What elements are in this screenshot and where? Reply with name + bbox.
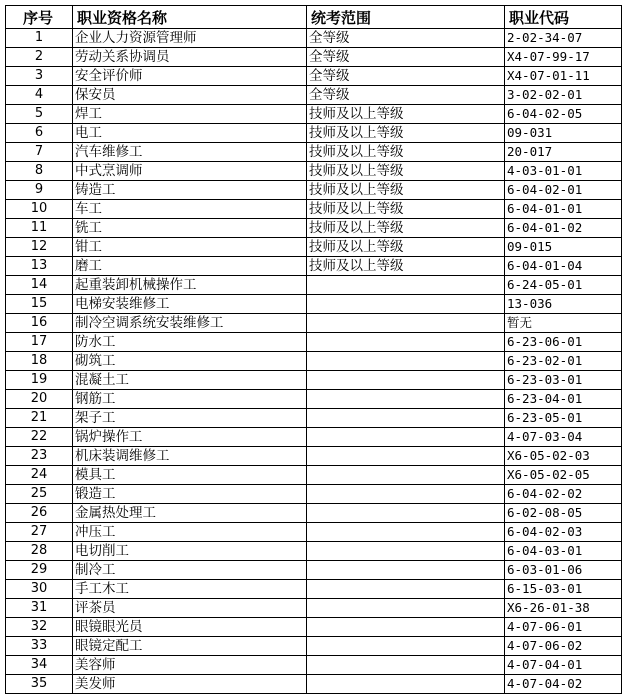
cell-no: 6 <box>6 124 73 143</box>
cell-scope: 技师及以上等级 <box>307 238 505 257</box>
cell-scope <box>307 295 505 314</box>
cell-no: 10 <box>6 200 73 219</box>
cell-code: 6-04-02-05 <box>505 105 622 124</box>
cell-scope: 全等级 <box>307 29 505 48</box>
cell-scope <box>307 504 505 523</box>
table-row <box>6 409 622 428</box>
cell-code: 2-02-34-07 <box>505 29 622 48</box>
table-row <box>6 238 622 257</box>
cell-scope <box>307 428 505 447</box>
cell-code: 3-02-02-01 <box>505 86 622 105</box>
cell-scope: 全等级 <box>307 48 505 67</box>
cell-code: 4-07-06-02 <box>505 637 622 656</box>
cell-scope <box>307 447 505 466</box>
cell-code: X6-05-02-03 <box>505 447 622 466</box>
header-no: 序号 <box>6 6 73 29</box>
cell-no: 28 <box>6 542 73 561</box>
cell-code: X6-26-01-38 <box>505 599 622 618</box>
cell-name: 防水工 <box>73 333 307 352</box>
cell-no: 21 <box>6 409 73 428</box>
cell-no: 19 <box>6 371 73 390</box>
qualification-table <box>5 5 622 694</box>
cell-scope <box>307 675 505 694</box>
cell-name: 混凝土工 <box>73 371 307 390</box>
cell-code: X4-07-99-17 <box>505 48 622 67</box>
cell-scope <box>307 542 505 561</box>
table-row <box>6 181 622 200</box>
cell-scope <box>307 352 505 371</box>
header-scope: 统考范围 <box>307 6 505 29</box>
table-row <box>6 333 622 352</box>
table-row <box>6 580 622 599</box>
table-row <box>6 162 622 181</box>
cell-scope: 全等级 <box>307 67 505 86</box>
cell-no: 13 <box>6 257 73 276</box>
table-row <box>6 295 622 314</box>
cell-no: 11 <box>6 219 73 238</box>
cell-name: 美发师 <box>73 675 307 694</box>
cell-name: 焊工 <box>73 105 307 124</box>
cell-no: 29 <box>6 561 73 580</box>
cell-no: 7 <box>6 143 73 162</box>
cell-no: 4 <box>6 86 73 105</box>
cell-code: 6-23-06-01 <box>505 333 622 352</box>
table-row <box>6 447 622 466</box>
cell-no: 24 <box>6 466 73 485</box>
cell-scope <box>307 333 505 352</box>
cell-no: 30 <box>6 580 73 599</box>
table-row <box>6 485 622 504</box>
cell-name: 电切削工 <box>73 542 307 561</box>
cell-name: 手工木工 <box>73 580 307 599</box>
cell-code: 13-036 <box>505 295 622 314</box>
cell-no: 34 <box>6 656 73 675</box>
cell-no: 12 <box>6 238 73 257</box>
cell-code: 6-15-03-01 <box>505 580 622 599</box>
cell-code: 6-03-01-06 <box>505 561 622 580</box>
table-row <box>6 200 622 219</box>
cell-code: 6-23-04-01 <box>505 390 622 409</box>
cell-scope: 技师及以上等级 <box>307 257 505 276</box>
cell-code: 6-04-02-02 <box>505 485 622 504</box>
table-row <box>6 257 622 276</box>
cell-code: 4-07-04-02 <box>505 675 622 694</box>
table-row <box>6 656 622 675</box>
cell-name: 机床装调维修工 <box>73 447 307 466</box>
cell-scope <box>307 618 505 637</box>
cell-code: 20-017 <box>505 143 622 162</box>
header-row <box>6 6 622 29</box>
cell-name: 评茶员 <box>73 599 307 618</box>
cell-code: 6-04-01-01 <box>505 200 622 219</box>
cell-scope: 技师及以上等级 <box>307 181 505 200</box>
cell-scope <box>307 580 505 599</box>
table-row <box>6 352 622 371</box>
cell-code: 4-07-06-01 <box>505 618 622 637</box>
cell-scope <box>307 466 505 485</box>
cell-no: 25 <box>6 485 73 504</box>
cell-name: 企业人力资源管理师 <box>73 29 307 48</box>
table-body <box>6 29 622 694</box>
cell-name: 钳工 <box>73 238 307 257</box>
cell-code: 6-23-02-01 <box>505 352 622 371</box>
cell-name: 铸造工 <box>73 181 307 200</box>
cell-code: X6-05-02-05 <box>505 466 622 485</box>
cell-name: 安全评价师 <box>73 67 307 86</box>
cell-scope <box>307 390 505 409</box>
cell-code: 暂无 <box>505 314 622 333</box>
table-row <box>6 276 622 295</box>
cell-no: 32 <box>6 618 73 637</box>
cell-name: 保安员 <box>73 86 307 105</box>
cell-no: 22 <box>6 428 73 447</box>
table-row <box>6 428 622 447</box>
cell-scope <box>307 523 505 542</box>
cell-name: 制冷工 <box>73 561 307 580</box>
table-row <box>6 105 622 124</box>
table-row <box>6 599 622 618</box>
cell-no: 16 <box>6 314 73 333</box>
cell-scope <box>307 637 505 656</box>
table-row <box>6 618 622 637</box>
cell-scope <box>307 314 505 333</box>
cell-name: 眼镜定配工 <box>73 637 307 656</box>
cell-scope <box>307 409 505 428</box>
table-row <box>6 390 622 409</box>
cell-scope <box>307 561 505 580</box>
cell-name: 电梯安装维修工 <box>73 295 307 314</box>
cell-scope: 技师及以上等级 <box>307 200 505 219</box>
cell-no: 8 <box>6 162 73 181</box>
table-row <box>6 466 622 485</box>
cell-code: 4-03-01-01 <box>505 162 622 181</box>
cell-name: 磨工 <box>73 257 307 276</box>
cell-no: 14 <box>6 276 73 295</box>
cell-name: 冲压工 <box>73 523 307 542</box>
table-row <box>6 542 622 561</box>
cell-code: 6-02-08-05 <box>505 504 622 523</box>
cell-name: 车工 <box>73 200 307 219</box>
cell-scope <box>307 485 505 504</box>
cell-no: 17 <box>6 333 73 352</box>
cell-code: 09-031 <box>505 124 622 143</box>
cell-no: 9 <box>6 181 73 200</box>
cell-name: 锅炉操作工 <box>73 428 307 447</box>
cell-scope: 技师及以上等级 <box>307 219 505 238</box>
cell-no: 20 <box>6 390 73 409</box>
cell-name: 中式烹调师 <box>73 162 307 181</box>
cell-scope <box>307 371 505 390</box>
cell-name: 金属热处理工 <box>73 504 307 523</box>
cell-scope: 全等级 <box>307 86 505 105</box>
cell-name: 模具工 <box>73 466 307 485</box>
cell-no: 23 <box>6 447 73 466</box>
cell-no: 31 <box>6 599 73 618</box>
cell-scope: 技师及以上等级 <box>307 124 505 143</box>
table-row <box>6 143 622 162</box>
cell-no: 27 <box>6 523 73 542</box>
cell-scope <box>307 656 505 675</box>
table-row <box>6 67 622 86</box>
cell-code: 4-07-04-01 <box>505 656 622 675</box>
table-row <box>6 675 622 694</box>
cell-no: 33 <box>6 637 73 656</box>
cell-no: 5 <box>6 105 73 124</box>
cell-scope: 技师及以上等级 <box>307 143 505 162</box>
cell-name: 锻造工 <box>73 485 307 504</box>
cell-no: 1 <box>6 29 73 48</box>
table-row <box>6 124 622 143</box>
cell-code: 6-04-01-02 <box>505 219 622 238</box>
cell-scope: 技师及以上等级 <box>307 162 505 181</box>
cell-code: 09-015 <box>505 238 622 257</box>
cell-name: 电工 <box>73 124 307 143</box>
table-row <box>6 637 622 656</box>
cell-no: 26 <box>6 504 73 523</box>
table-row <box>6 86 622 105</box>
cell-code: 6-23-03-01 <box>505 371 622 390</box>
cell-code: 6-04-02-01 <box>505 181 622 200</box>
table-row <box>6 29 622 48</box>
cell-no: 15 <box>6 295 73 314</box>
cell-name: 汽车维修工 <box>73 143 307 162</box>
cell-code: 6-24-05-01 <box>505 276 622 295</box>
cell-scope: 技师及以上等级 <box>307 105 505 124</box>
cell-scope <box>307 276 505 295</box>
table-row <box>6 504 622 523</box>
cell-name: 制冷空调系统安装维修工 <box>73 314 307 333</box>
table-row <box>6 371 622 390</box>
cell-no: 18 <box>6 352 73 371</box>
cell-name: 钢筋工 <box>73 390 307 409</box>
cell-name: 架子工 <box>73 409 307 428</box>
cell-name: 眼镜眼光员 <box>73 618 307 637</box>
cell-no: 35 <box>6 675 73 694</box>
cell-code: 6-04-02-03 <box>505 523 622 542</box>
cell-code: X4-07-01-11 <box>505 67 622 86</box>
table-row <box>6 219 622 238</box>
header-code: 职业代码 <box>505 6 622 29</box>
cell-code: 6-04-01-04 <box>505 257 622 276</box>
cell-name: 砌筑工 <box>73 352 307 371</box>
cell-no: 2 <box>6 48 73 67</box>
cell-code: 6-23-05-01 <box>505 409 622 428</box>
cell-name: 劳动关系协调员 <box>73 48 307 67</box>
table-row <box>6 523 622 542</box>
cell-name: 起重装卸机械操作工 <box>73 276 307 295</box>
table-row <box>6 48 622 67</box>
cell-code: 6-04-03-01 <box>505 542 622 561</box>
table-row <box>6 561 622 580</box>
cell-scope <box>307 599 505 618</box>
cell-code: 4-07-03-04 <box>505 428 622 447</box>
cell-name: 美容师 <box>73 656 307 675</box>
cell-name: 铣工 <box>73 219 307 238</box>
table-row <box>6 314 622 333</box>
header-name: 职业资格名称 <box>73 6 307 29</box>
cell-no: 3 <box>6 67 73 86</box>
